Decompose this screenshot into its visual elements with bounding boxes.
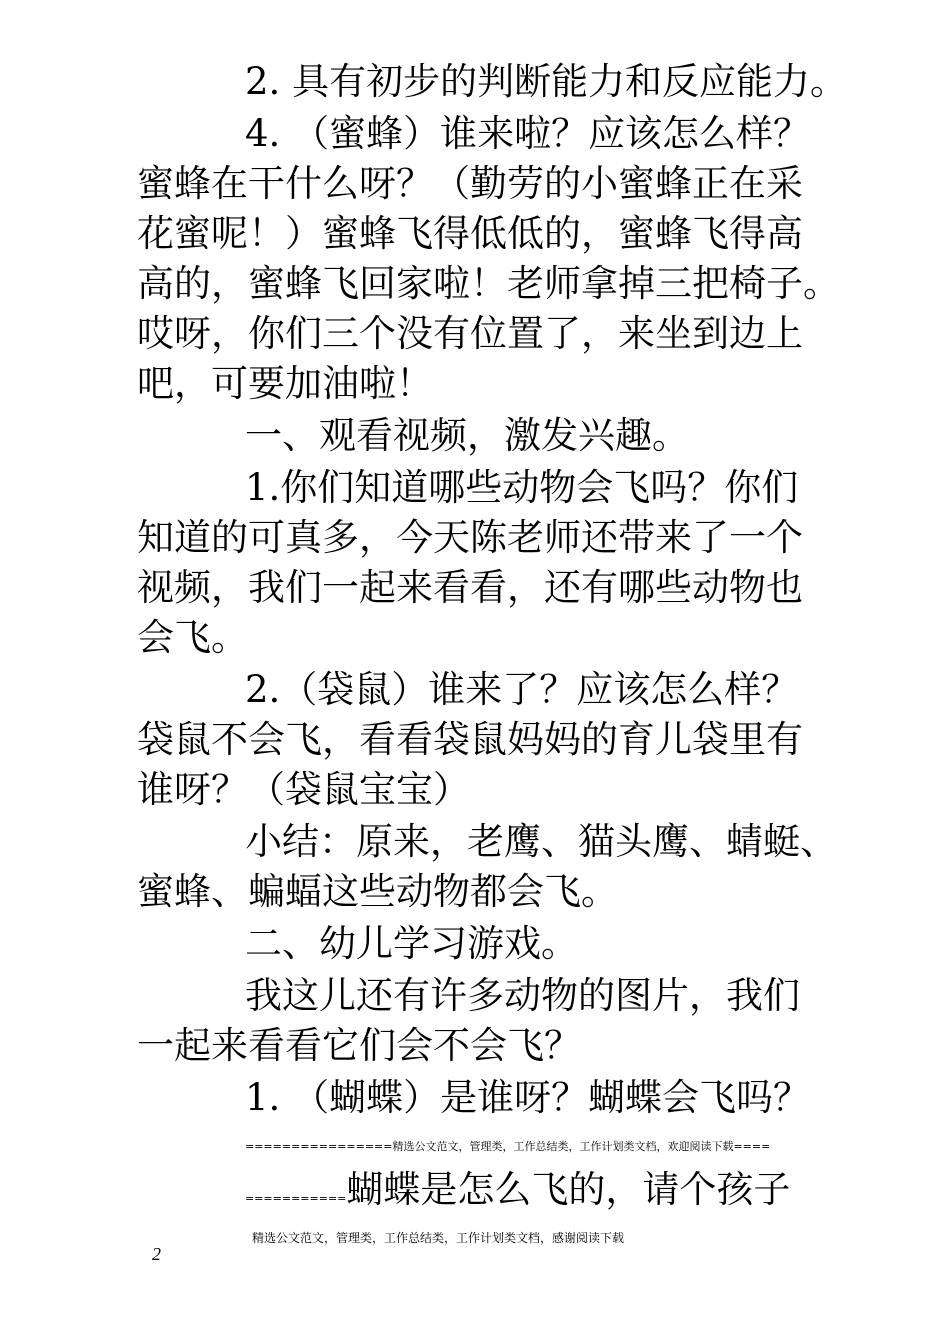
text-line: 小结：原来，老鹰、猫头鹰、蜻蜓、	[245, 820, 837, 863]
text-line: 知道的可真多，今天陈老师还带来了一个	[137, 516, 803, 559]
text-line: 谁呀？（袋鼠宝宝）	[137, 768, 470, 811]
text-line: 2.（袋鼠）谁来了？应该怎么样？	[245, 668, 799, 711]
text-line: 哎呀，你们三个没有位置了，来坐到边上	[137, 312, 803, 355]
page-number: 2	[152, 1244, 161, 1264]
text-line: 高的，蜜蜂飞回家啦！老师拿掉三把椅子。	[137, 262, 840, 305]
text-line: 1. （蝴蝶）是谁呀？蝴蝶会飞吗？	[245, 1076, 811, 1119]
section-heading: 一、观看视频，激发兴趣。	[245, 414, 689, 457]
page-footer: 精选公文范文，管理类，工作总结类，工作计划类文档，感谢阅读下载	[252, 1231, 625, 1245]
text-line: 吧，可要加油啦！	[137, 362, 433, 405]
text-line: 我这儿还有许多动物的图片，我们	[245, 974, 800, 1017]
text-line: 2. 具有初步的判断能力和反应能力。	[245, 60, 848, 103]
section-heading: 二、幼儿学习游戏。	[245, 922, 578, 965]
text-line: 会飞。	[137, 616, 248, 659]
text-line: 蜜蜂、蝙蝠这些动物都会飞。	[137, 870, 618, 913]
text-line: 蝴蝶是怎么飞的，请个孩子	[346, 1168, 791, 1211]
text-line: 花蜜呢！）蜜蜂飞得低低的，蜜蜂飞得高	[137, 212, 803, 255]
text-line: 袋鼠不会飞，看看袋鼠妈妈的育儿袋里有	[137, 718, 803, 761]
text-line: 一起来看看它们会不会飞？	[137, 1024, 581, 1067]
watermark-text-line	[245, 1166, 790, 1223]
text-line: 蜜蜂在干什么呀？（勤劳的小蜜蜂正在采	[137, 162, 803, 205]
text-line: 4. （蜜蜂）谁来啦？应该怎么样？	[245, 112, 811, 155]
watermark-line: ================精选公文范文，管理类，工作总结类，工作计划类文档，欢迎阅读下载====	[245, 1140, 771, 1153]
text-line: 视频，我们一起来看看，还有哪些动物也	[137, 566, 803, 609]
watermark-prefix: ===========	[245, 1192, 347, 1205]
text-line: 1.你们知道哪些动物会飞吗？你们	[245, 466, 799, 509]
